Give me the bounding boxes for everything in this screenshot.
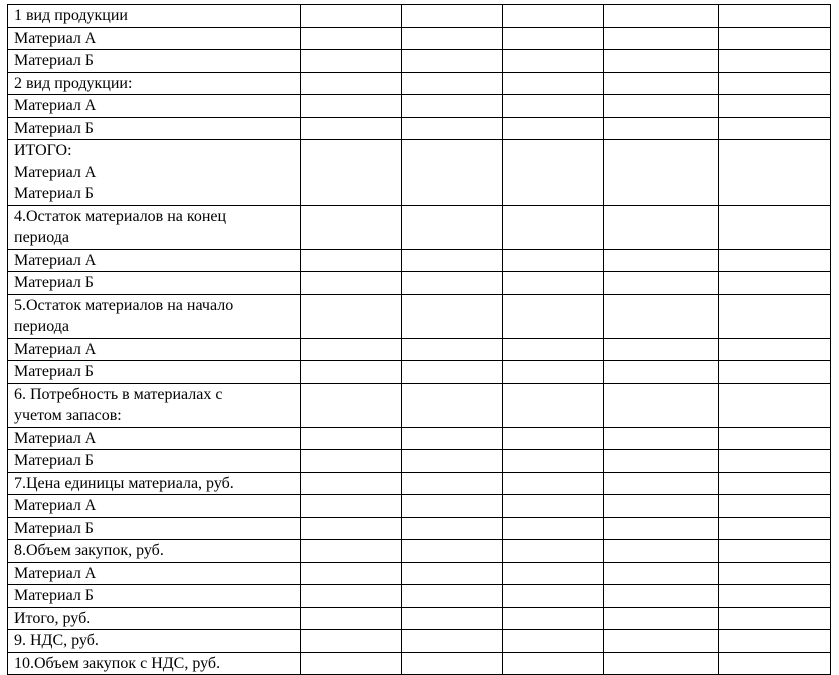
value-cell[interactable] bbox=[503, 585, 604, 608]
value-cell[interactable] bbox=[719, 630, 831, 653]
table-row bbox=[8, 652, 831, 675]
value-cell[interactable] bbox=[402, 272, 503, 295]
value-cell[interactable] bbox=[402, 72, 503, 95]
value-cell[interactable] bbox=[503, 472, 604, 495]
value-cell[interactable] bbox=[604, 294, 719, 338]
value-cell[interactable] bbox=[402, 140, 503, 206]
value-cell[interactable] bbox=[719, 495, 831, 518]
value-cell[interactable] bbox=[604, 630, 719, 653]
value-cell[interactable] bbox=[719, 205, 831, 249]
value-cell[interactable] bbox=[503, 140, 604, 206]
value-cell[interactable] bbox=[402, 95, 503, 118]
value-cell[interactable] bbox=[719, 562, 831, 585]
value-cell[interactable] bbox=[503, 27, 604, 50]
value-cell[interactable] bbox=[301, 5, 402, 28]
value-cell[interactable] bbox=[402, 5, 503, 28]
value-cell[interactable] bbox=[301, 540, 402, 563]
value-cell[interactable] bbox=[604, 450, 719, 473]
value-cell[interactable] bbox=[402, 205, 503, 249]
table-row bbox=[8, 50, 831, 73]
value-cell[interactable] bbox=[604, 562, 719, 585]
value-cell[interactable] bbox=[503, 427, 604, 450]
value-cell[interactable] bbox=[503, 450, 604, 473]
value-cell[interactable] bbox=[301, 95, 402, 118]
table-row bbox=[8, 517, 831, 540]
value-cell[interactable] bbox=[503, 50, 604, 73]
row-label-cell: 4.Остаток материалов на конец периода bbox=[8, 205, 301, 249]
value-cell[interactable] bbox=[503, 294, 604, 338]
row-label-cell: Материал А bbox=[8, 95, 301, 118]
value-cell[interactable] bbox=[402, 585, 503, 608]
value-cell[interactable] bbox=[402, 562, 503, 585]
value-cell[interactable] bbox=[719, 450, 831, 473]
value-cell[interactable] bbox=[301, 450, 402, 473]
row-label-cell: 1 вид продукции bbox=[8, 5, 301, 28]
value-cell[interactable] bbox=[604, 117, 719, 140]
value-cell[interactable] bbox=[604, 517, 719, 540]
value-cell[interactable] bbox=[402, 517, 503, 540]
value-cell[interactable] bbox=[719, 517, 831, 540]
table-row bbox=[8, 27, 831, 50]
value-cell[interactable] bbox=[402, 50, 503, 73]
value-cell[interactable] bbox=[604, 652, 719, 675]
value-cell[interactable] bbox=[301, 607, 402, 630]
value-cell[interactable] bbox=[719, 140, 831, 206]
value-cell[interactable] bbox=[402, 294, 503, 338]
value-cell[interactable] bbox=[604, 585, 719, 608]
table-row bbox=[8, 249, 831, 272]
value-cell[interactable] bbox=[719, 72, 831, 95]
table-row bbox=[8, 450, 831, 473]
value-cell[interactable] bbox=[503, 117, 604, 140]
value-cell[interactable] bbox=[301, 140, 402, 206]
table-row bbox=[8, 383, 831, 427]
value-cell[interactable] bbox=[301, 294, 402, 338]
row-label-cell: 2 вид продукции: bbox=[8, 72, 301, 95]
value-cell[interactable] bbox=[719, 5, 831, 28]
value-cell[interactable] bbox=[503, 652, 604, 675]
value-cell[interactable] bbox=[402, 249, 503, 272]
table-row bbox=[8, 427, 831, 450]
row-label-cell: 7.Цена единицы материала, руб. bbox=[8, 472, 301, 495]
value-cell[interactable] bbox=[301, 27, 402, 50]
value-cell[interactable] bbox=[604, 495, 719, 518]
table-row bbox=[8, 585, 831, 608]
value-cell[interactable] bbox=[301, 562, 402, 585]
value-cell[interactable] bbox=[301, 495, 402, 518]
value-cell[interactable] bbox=[402, 607, 503, 630]
value-cell[interactable] bbox=[301, 117, 402, 140]
row-label-cell: Материал Б bbox=[8, 50, 301, 73]
table-row bbox=[8, 272, 831, 295]
table-row bbox=[8, 630, 831, 653]
value-cell[interactable] bbox=[719, 249, 831, 272]
value-cell[interactable] bbox=[719, 427, 831, 450]
value-cell[interactable] bbox=[503, 495, 604, 518]
value-cell[interactable] bbox=[503, 338, 604, 361]
value-cell[interactable] bbox=[604, 27, 719, 50]
value-cell[interactable] bbox=[301, 427, 402, 450]
value-cell[interactable] bbox=[301, 249, 402, 272]
row-label-cell: 8.Объем закупок, руб. bbox=[8, 540, 301, 563]
table-row bbox=[8, 562, 831, 585]
row-label-cell: Материал Б bbox=[8, 450, 301, 473]
value-cell[interactable] bbox=[719, 27, 831, 50]
materials-table bbox=[7, 4, 831, 675]
value-cell[interactable] bbox=[719, 472, 831, 495]
value-cell[interactable] bbox=[301, 338, 402, 361]
value-cell[interactable] bbox=[402, 427, 503, 450]
value-cell[interactable] bbox=[604, 472, 719, 495]
row-label-cell: Материал А bbox=[8, 27, 301, 50]
table-row bbox=[8, 472, 831, 495]
value-cell[interactable] bbox=[402, 652, 503, 675]
value-cell[interactable] bbox=[402, 27, 503, 50]
row-label-cell: Материал Б bbox=[8, 272, 301, 295]
value-cell[interactable] bbox=[604, 140, 719, 206]
value-cell[interactable] bbox=[503, 205, 604, 249]
table-row bbox=[8, 361, 831, 384]
value-cell[interactable] bbox=[402, 540, 503, 563]
value-cell[interactable] bbox=[719, 272, 831, 295]
value-cell[interactable] bbox=[719, 95, 831, 118]
table-row bbox=[8, 540, 831, 563]
row-label-cell: Материал Б bbox=[8, 517, 301, 540]
table-row bbox=[8, 607, 831, 630]
value-cell[interactable] bbox=[402, 472, 503, 495]
value-cell[interactable] bbox=[503, 607, 604, 630]
row-label-cell: ИТОГО: Материал А Материал Б bbox=[8, 140, 301, 206]
value-cell[interactable] bbox=[719, 117, 831, 140]
row-label-cell: 9. НДС, руб. bbox=[8, 630, 301, 653]
row-label-cell: Итого, руб. bbox=[8, 607, 301, 630]
table-row bbox=[8, 205, 831, 249]
row-label-cell: Материал Б bbox=[8, 361, 301, 384]
value-cell[interactable] bbox=[604, 272, 719, 295]
value-cell[interactable] bbox=[604, 205, 719, 249]
table-row bbox=[8, 117, 831, 140]
value-cell[interactable] bbox=[719, 294, 831, 338]
value-cell[interactable] bbox=[301, 517, 402, 540]
value-cell[interactable] bbox=[604, 5, 719, 28]
value-cell[interactable] bbox=[503, 562, 604, 585]
row-label-cell: Материал А bbox=[8, 249, 301, 272]
table-row bbox=[8, 5, 831, 28]
value-cell[interactable] bbox=[301, 272, 402, 295]
row-label-cell: 5.Остаток материалов на начало периода bbox=[8, 294, 301, 338]
value-cell[interactable] bbox=[604, 540, 719, 563]
table-row bbox=[8, 95, 831, 118]
value-cell[interactable] bbox=[503, 630, 604, 653]
value-cell[interactable] bbox=[301, 72, 402, 95]
value-cell[interactable] bbox=[301, 652, 402, 675]
value-cell[interactable] bbox=[402, 383, 503, 427]
value-cell[interactable] bbox=[503, 5, 604, 28]
value-cell[interactable] bbox=[301, 383, 402, 427]
value-cell[interactable] bbox=[301, 585, 402, 608]
value-cell[interactable] bbox=[402, 117, 503, 140]
value-cell[interactable] bbox=[604, 361, 719, 384]
value-cell[interactable] bbox=[604, 607, 719, 630]
value-cell[interactable] bbox=[719, 652, 831, 675]
value-cell[interactable] bbox=[503, 72, 604, 95]
row-label-cell: Материал Б bbox=[8, 585, 301, 608]
value-cell[interactable] bbox=[503, 361, 604, 384]
row-label-cell: Материал Б bbox=[8, 117, 301, 140]
value-cell[interactable] bbox=[719, 383, 831, 427]
value-cell[interactable] bbox=[503, 383, 604, 427]
value-cell[interactable] bbox=[719, 540, 831, 563]
table-row bbox=[8, 495, 831, 518]
row-label-cell: 6. Потребность в материалах с учетом запасов: bbox=[8, 383, 301, 427]
value-cell[interactable] bbox=[604, 338, 719, 361]
value-cell[interactable] bbox=[719, 50, 831, 73]
value-cell[interactable] bbox=[604, 383, 719, 427]
value-cell[interactable] bbox=[301, 50, 402, 73]
value-cell[interactable] bbox=[503, 540, 604, 563]
value-cell[interactable] bbox=[604, 72, 719, 95]
value-cell[interactable] bbox=[604, 95, 719, 118]
value-cell[interactable] bbox=[301, 361, 402, 384]
row-label-cell: Материал А bbox=[8, 427, 301, 450]
value-cell[interactable] bbox=[719, 585, 831, 608]
value-cell[interactable] bbox=[402, 338, 503, 361]
table-row bbox=[8, 338, 831, 361]
table-row bbox=[8, 72, 831, 95]
value-cell[interactable] bbox=[604, 50, 719, 73]
value-cell[interactable] bbox=[301, 472, 402, 495]
value-cell[interactable] bbox=[301, 205, 402, 249]
value-cell[interactable] bbox=[402, 495, 503, 518]
row-label-cell: 10.Объем закупок с НДС, руб. bbox=[8, 652, 301, 675]
value-cell[interactable] bbox=[719, 338, 831, 361]
value-cell[interactable] bbox=[604, 249, 719, 272]
value-cell[interactable] bbox=[503, 517, 604, 540]
value-cell[interactable] bbox=[719, 607, 831, 630]
materials-table-body bbox=[8, 5, 831, 675]
value-cell[interactable] bbox=[402, 630, 503, 653]
value-cell[interactable] bbox=[402, 450, 503, 473]
value-cell[interactable] bbox=[503, 249, 604, 272]
table-row bbox=[8, 140, 831, 206]
value-cell[interactable] bbox=[301, 630, 402, 653]
value-cell[interactable] bbox=[604, 427, 719, 450]
table-row bbox=[8, 294, 831, 338]
row-label-cell: Материал А bbox=[8, 562, 301, 585]
row-label-cell: Материал А bbox=[8, 495, 301, 518]
value-cell[interactable] bbox=[503, 272, 604, 295]
value-cell[interactable] bbox=[719, 361, 831, 384]
row-label-cell: Материал А bbox=[8, 338, 301, 361]
value-cell[interactable] bbox=[503, 95, 604, 118]
value-cell[interactable] bbox=[402, 361, 503, 384]
